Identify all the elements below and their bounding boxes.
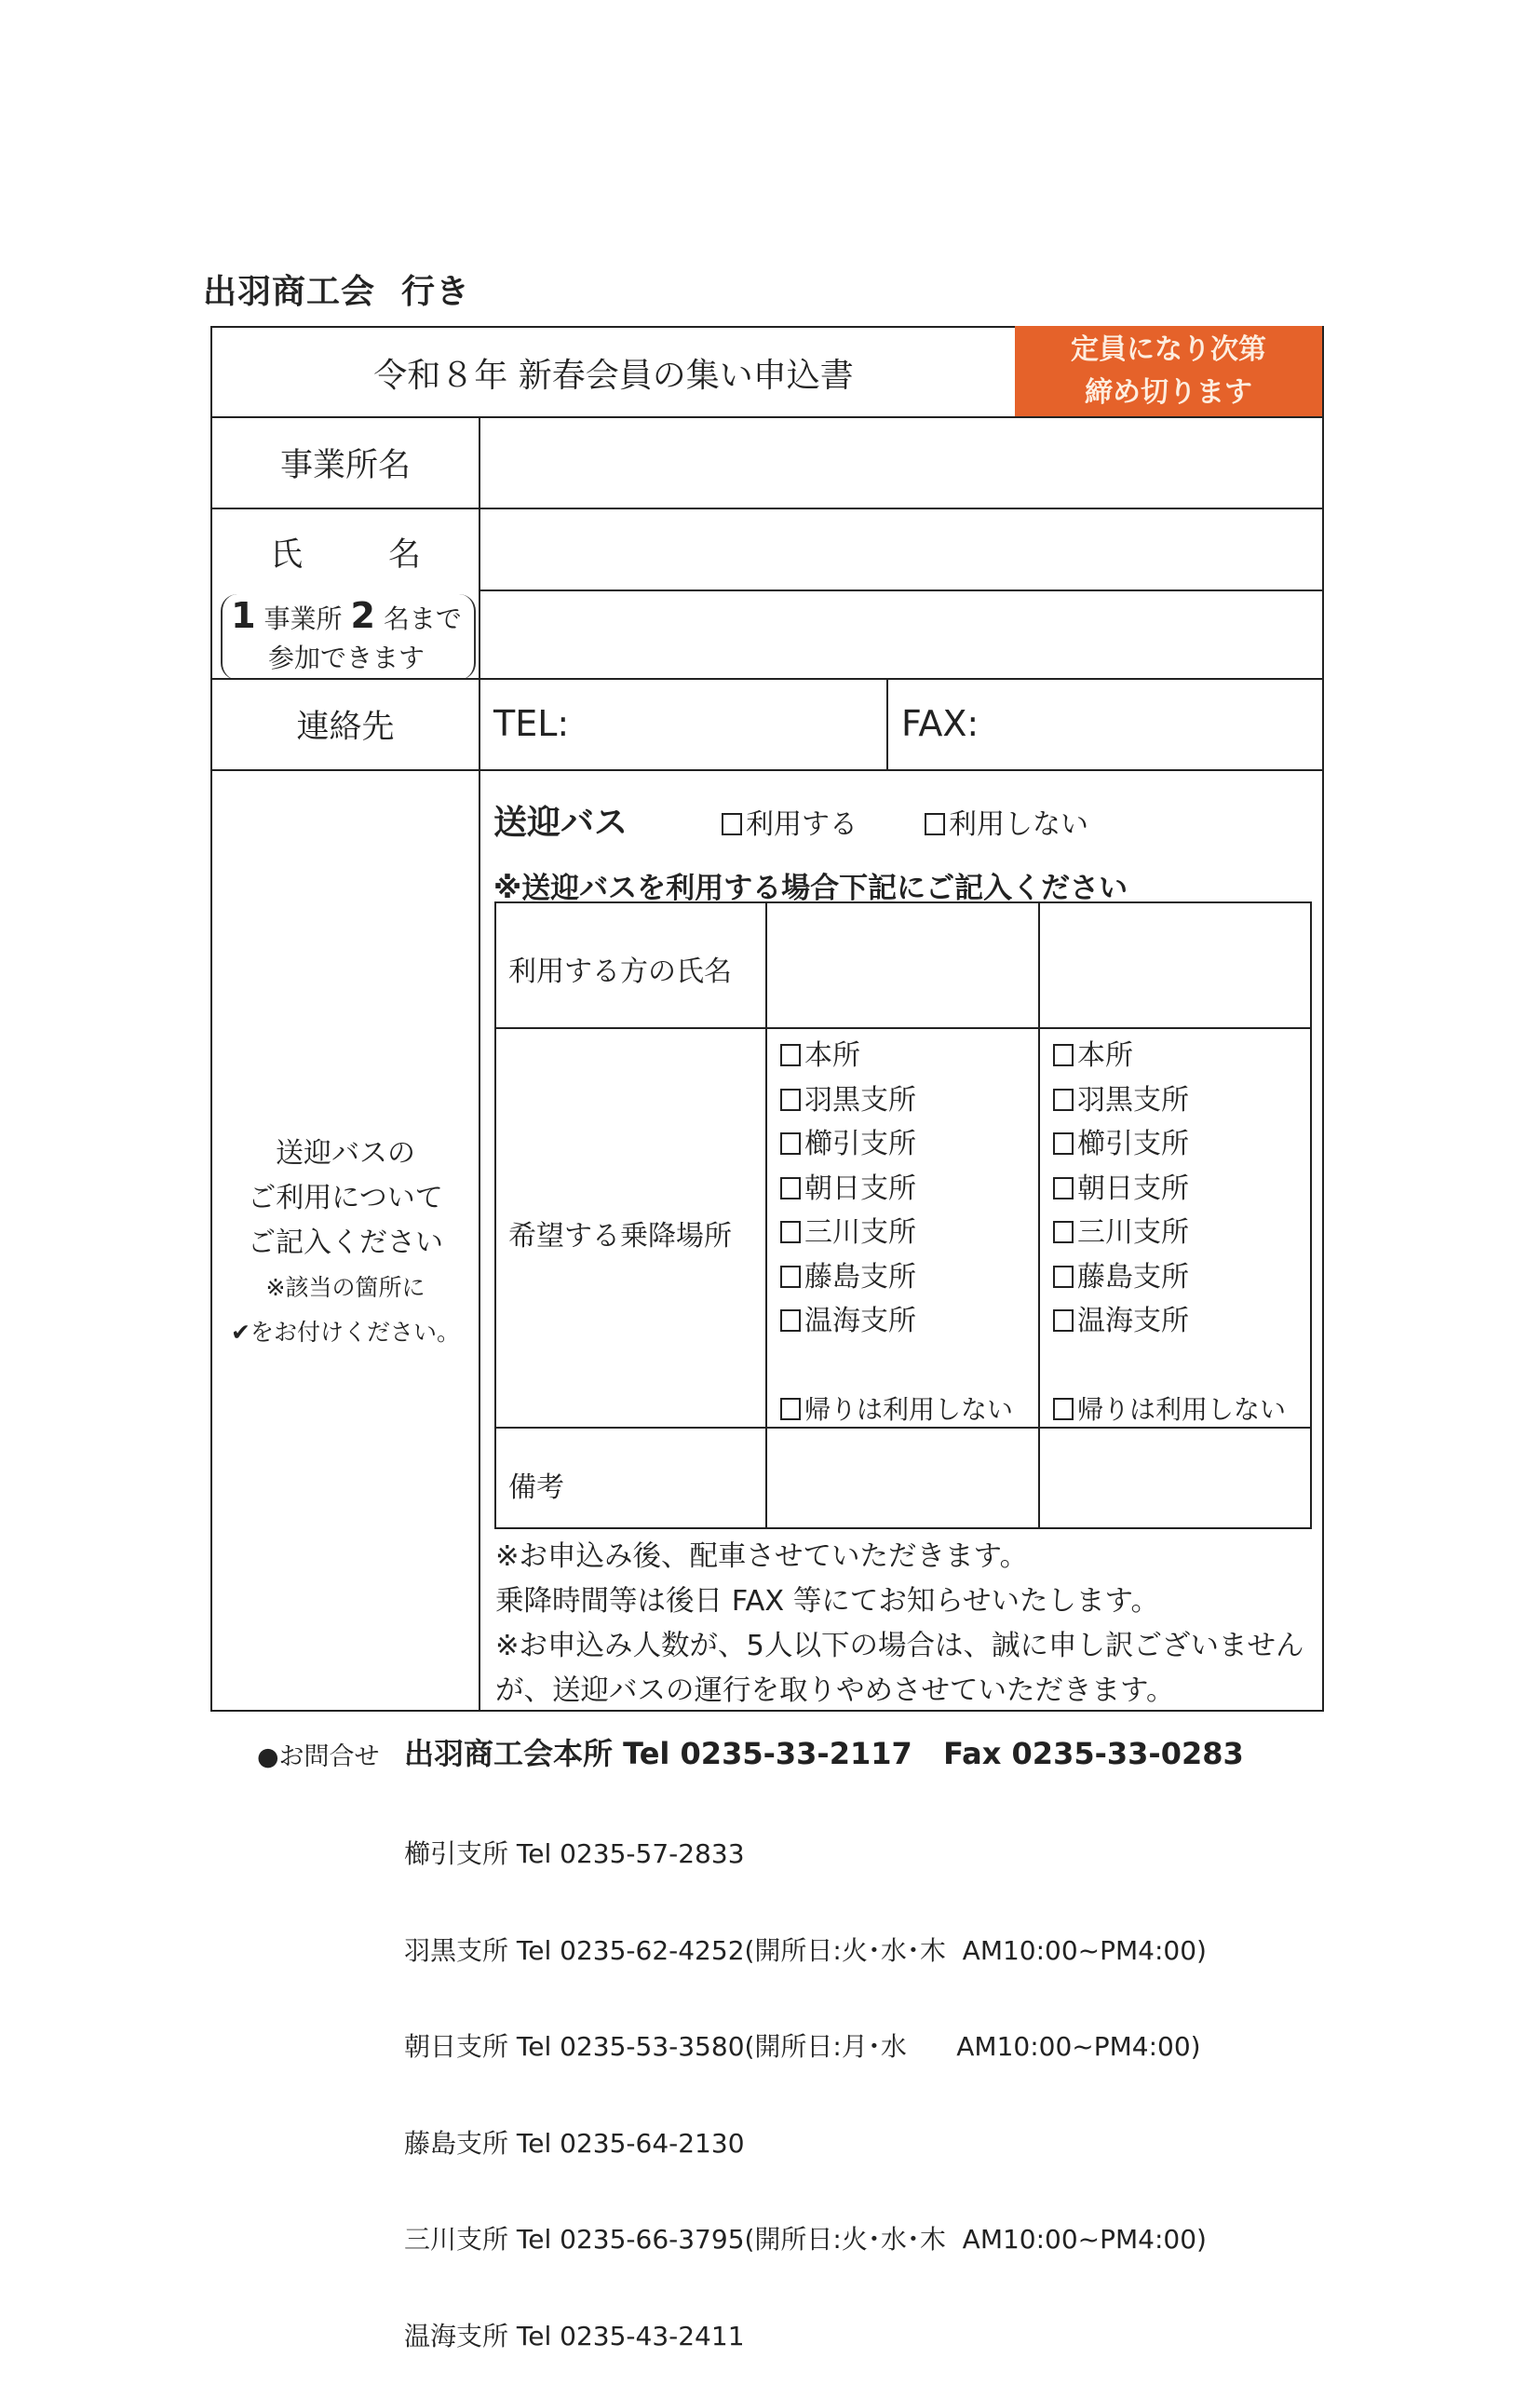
bus-note: ※お申込み人数が、5人以下の場合は、誠に申し訳ございません bbox=[495, 1630, 1304, 1662]
divider bbox=[1038, 901, 1040, 1529]
name-note-part2: 名まで bbox=[383, 603, 462, 634]
name-note-num2: 2 bbox=[350, 595, 375, 636]
checkbox-icon[interactable] bbox=[780, 1132, 801, 1155]
deadline-notice bbox=[1015, 326, 1322, 417]
form-title: 令和８年 新春会員の集い申込書 bbox=[373, 356, 854, 395]
user-name-field-1[interactable] bbox=[769, 905, 1035, 1025]
no-return-label: 帰りは利用しない bbox=[1077, 1394, 1287, 1425]
divider bbox=[210, 769, 1324, 771]
stop-name: 朝日支所 bbox=[804, 1172, 916, 1205]
stop-option[interactable] bbox=[780, 1211, 916, 1255]
stop-option[interactable] bbox=[1053, 1211, 1189, 1255]
stop-name: 櫛引支所 bbox=[804, 1128, 916, 1160]
name-note bbox=[223, 596, 469, 678]
stop-name: 藤島支所 bbox=[1077, 1260, 1189, 1294]
stop-name: 羽黒支所 bbox=[804, 1083, 916, 1117]
bus-not-use-label: 利用しない bbox=[949, 808, 1088, 841]
checkbox-icon[interactable] bbox=[780, 1177, 801, 1199]
bus-section-label-line4: ※該当の箇所に bbox=[265, 1274, 426, 1301]
stop-option[interactable] bbox=[780, 1034, 916, 1078]
no-return-option-2[interactable] bbox=[1053, 1389, 1286, 1427]
stop-list-1 bbox=[780, 1034, 916, 1344]
checkbox-icon[interactable] bbox=[780, 1266, 801, 1288]
user-name-field-2[interactable] bbox=[1042, 905, 1308, 1025]
bus-not-use-option[interactable] bbox=[925, 801, 1088, 842]
contact-branch: 三川支所 Tel 0235-66-3795(開所日:火･水･木 AM10:00~PM4:00) bbox=[404, 2224, 1207, 2255]
contact-label: 連絡先 bbox=[296, 709, 395, 746]
check-icon: ✔ bbox=[231, 1319, 250, 1346]
stop-option[interactable] bbox=[780, 1299, 916, 1344]
stop-option[interactable] bbox=[780, 1122, 916, 1167]
stop-option[interactable] bbox=[1053, 1122, 1189, 1167]
deadline-notice-line1: 定員になり次第 bbox=[1071, 333, 1266, 366]
contact-branch: 藤島支所 Tel 0235-64-2130 bbox=[404, 2127, 745, 2159]
stop-name: 朝日支所 bbox=[1077, 1172, 1189, 1205]
name-label bbox=[212, 529, 479, 585]
bus-note: が、送迎バスの運行を取りやめさせていただきます。 bbox=[495, 1674, 1175, 1707]
checkbox-icon[interactable] bbox=[925, 813, 945, 835]
stop-name: 温海支所 bbox=[1077, 1305, 1189, 1337]
divider bbox=[479, 589, 1324, 591]
divider bbox=[494, 1027, 1312, 1029]
divider bbox=[479, 416, 480, 1712]
user-name-label: 利用する方の氏名 bbox=[508, 955, 732, 988]
contact-label: ●お問合せ bbox=[257, 1742, 380, 1771]
tel-label: TEL: bbox=[493, 703, 570, 744]
stop-label: 希望する乗降場所 bbox=[508, 1220, 732, 1253]
stop-name: 温海支所 bbox=[804, 1305, 916, 1337]
bus-title: 送迎バス bbox=[493, 804, 628, 842]
divider bbox=[765, 901, 767, 1529]
checkbox-icon[interactable] bbox=[1053, 1221, 1074, 1243]
checkbox-icon[interactable] bbox=[1053, 1309, 1074, 1332]
name-label-char2: 名 bbox=[388, 536, 422, 574]
tel-field[interactable] bbox=[577, 689, 880, 764]
name-note-line2: 参加できます bbox=[267, 643, 425, 673]
bus-section-label-line2: ご利用について bbox=[248, 1182, 443, 1214]
contact-main: 出羽商工会本所 Tel 0235-33-2117 Fax 0235-33-0283 bbox=[404, 1736, 1244, 1771]
stop-name: 三川支所 bbox=[804, 1216, 916, 1249]
contact-branch: 温海支所 Tel 0235-43-2411 bbox=[404, 2320, 745, 2351]
contact-branch: 櫛引支所 Tel 0235-57-2833 bbox=[404, 1838, 745, 1869]
checkbox-icon[interactable] bbox=[722, 813, 742, 835]
checkbox-icon[interactable] bbox=[1053, 1398, 1074, 1420]
checkbox-icon[interactable] bbox=[1053, 1044, 1074, 1066]
checkbox-icon[interactable] bbox=[1053, 1177, 1074, 1199]
checkbox-icon[interactable] bbox=[1053, 1089, 1074, 1111]
checkbox-icon[interactable] bbox=[780, 1309, 801, 1332]
stop-option[interactable] bbox=[1053, 1299, 1189, 1344]
stop-list-2 bbox=[1053, 1034, 1189, 1344]
checkbox-icon[interactable] bbox=[1053, 1266, 1074, 1288]
stop-option[interactable] bbox=[1053, 1034, 1189, 1078]
addressee-org: 出羽商工会 bbox=[203, 273, 376, 311]
bus-instruction: ※送迎バスを利用する場合下記にご記入ください bbox=[493, 872, 1128, 905]
stop-option[interactable] bbox=[1053, 1167, 1189, 1212]
fax-field[interactable] bbox=[987, 689, 1313, 764]
checkbox-icon[interactable] bbox=[780, 1089, 801, 1111]
no-return-option-1[interactable] bbox=[780, 1389, 1013, 1427]
stop-option[interactable] bbox=[780, 1167, 916, 1212]
stop-name: 本所 bbox=[804, 1039, 860, 1072]
business-name-label: 事業所名 bbox=[279, 447, 411, 484]
divider bbox=[494, 1427, 1312, 1429]
bus-section-label-line1: 送迎バスの bbox=[276, 1137, 415, 1170]
bus-section-label-line5: をお付けください。 bbox=[250, 1319, 460, 1346]
bus-note: 乗降時間等は後日 FAX 等にてお知らせいたします。 bbox=[495, 1585, 1160, 1618]
contact-branch: 朝日支所 Tel 0235-53-3580(開所日:月･水 AM10:00~PM4:00) bbox=[404, 2031, 1201, 2062]
fax-label: FAX: bbox=[901, 703, 979, 744]
bus-notes bbox=[495, 1535, 1304, 1714]
contact-branches bbox=[404, 1774, 1207, 2385]
bus-section-label bbox=[212, 1132, 479, 1355]
addressee-suffix: 行き bbox=[401, 273, 471, 311]
divider bbox=[886, 678, 888, 769]
checkbox-icon[interactable] bbox=[780, 1044, 801, 1066]
deadline-notice-line2: 締め切ります bbox=[1085, 376, 1252, 409]
name-field-2[interactable] bbox=[481, 592, 1322, 676]
bus-use-option[interactable] bbox=[722, 801, 858, 842]
stop-name: 本所 bbox=[1077, 1039, 1133, 1072]
addressee bbox=[203, 265, 496, 313]
stop-option[interactable] bbox=[1053, 1255, 1189, 1300]
stop-option[interactable] bbox=[780, 1255, 916, 1300]
name-note-num1: 1 bbox=[231, 595, 256, 636]
stop-option[interactable] bbox=[780, 1078, 916, 1123]
stop-name: 櫛引支所 bbox=[1077, 1128, 1189, 1160]
remarks-field-1[interactable] bbox=[769, 1430, 1035, 1525]
stop-option[interactable] bbox=[1053, 1078, 1189, 1123]
business-name-field[interactable] bbox=[481, 418, 1322, 508]
contact-branch: 羽黒支所 Tel 0235-62-4252(開所日:火･水･木 AM10:00~PM4:00) bbox=[404, 1934, 1207, 1966]
remarks-label: 備考 bbox=[508, 1471, 564, 1504]
stop-name: 藤島支所 bbox=[804, 1260, 916, 1294]
name-field-1[interactable] bbox=[481, 509, 1322, 589]
checkbox-icon[interactable] bbox=[780, 1221, 801, 1243]
stop-name: 三川支所 bbox=[1077, 1216, 1189, 1249]
checkbox-icon[interactable] bbox=[780, 1398, 801, 1420]
no-return-label: 帰りは利用しない bbox=[804, 1394, 1014, 1425]
bus-note: ※お申込み後、配車させていただきます。 bbox=[495, 1540, 1029, 1573]
name-note-part1: 事業所 bbox=[263, 603, 343, 634]
name-label-char1: 氏 bbox=[269, 536, 303, 574]
bus-use-label: 利用する bbox=[746, 808, 858, 841]
checkbox-icon[interactable] bbox=[1053, 1132, 1074, 1155]
remarks-field-2[interactable] bbox=[1042, 1430, 1308, 1525]
stop-name: 羽黒支所 bbox=[1077, 1083, 1189, 1117]
bus-section-label-line3: ご記入ください bbox=[248, 1226, 443, 1259]
